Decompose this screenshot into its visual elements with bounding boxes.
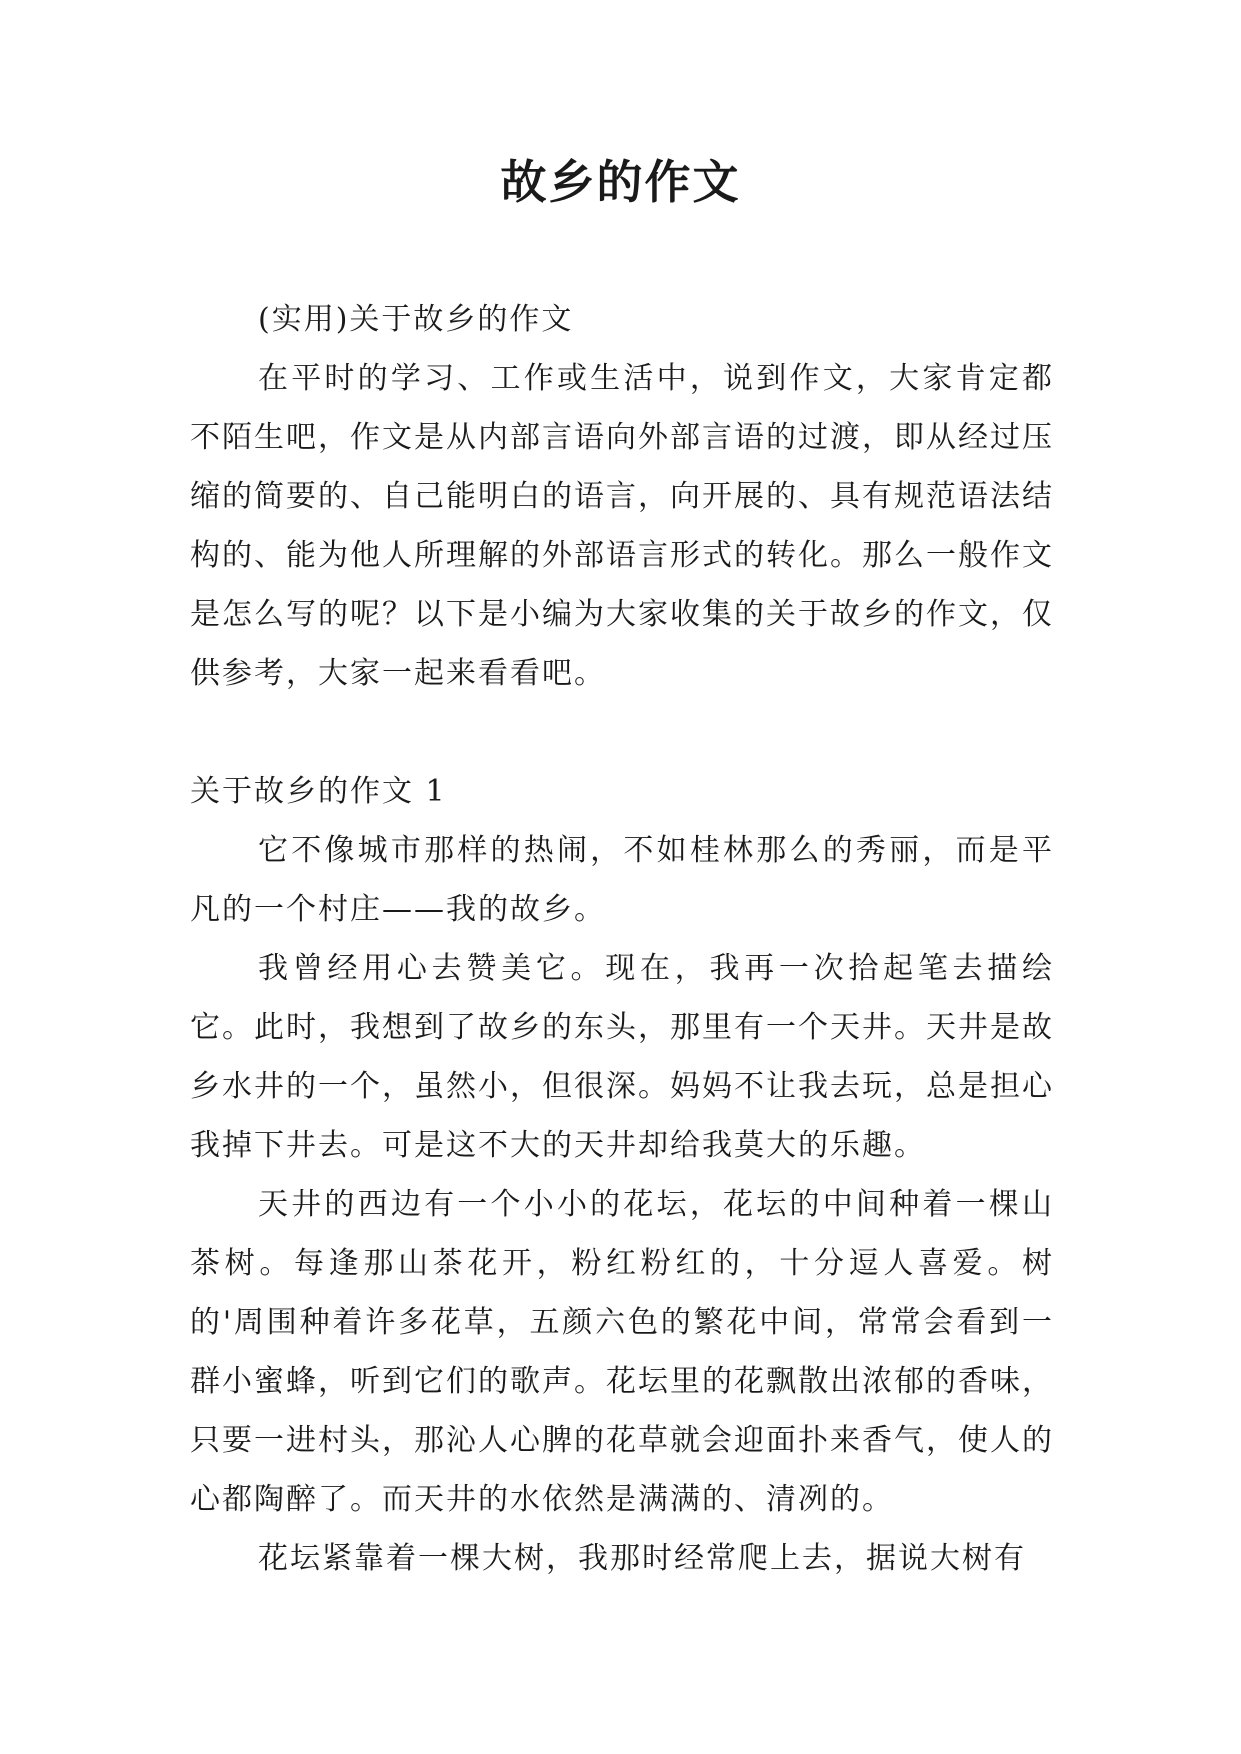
body-paragraph: 我曾经用心去赞美它。现在，我再一次拾起笔去描绘它。此时，我想到了故乡的东头，那里有一个天井。天井是故乡水井的一个，虽然小，但很深。妈妈不让我去玩，总是担心我掉下井去。可是这不大的天井却给我莫大的乐趣。 (190, 951, 1054, 1163)
document-title: 故乡的作文 (500, 155, 741, 209)
intro-paragraph: 在平时的学习、工作或生活中，说到作文，大家肯定都不陌生吧，作文是从内部言语向外部言语的过渡，即从经过压缩的简要的、自己能明白的语言，向开展的、具有规范语法结构的、能为他人所理解的外部语言形式的转化。那么一般作文是怎么写的呢？以下是小编为大家收集的关于故乡的作文，仅供参考，大家一起来看看吧。 (190, 361, 1054, 691)
body-paragraph: 天井的西边有一个小小的花坛，花坛的中间种着一棵山茶树。每逢那山茶花开，粉红粉红的，十分逗人喜爱。树的'周围种着许多花草，五颜六色的繁花中间，常常会看到一群小蜜蜂，听到它们的歌声。花坛里的花飘散出浓郁的香味，只要一进村头，那沁人心脾的花草就会迎面扑来香气，使人的心都陶醉了。而天井的水依然是满满的、清冽的。 (190, 1187, 1054, 1517)
body-paragraph: 它不像城市那样的热闹，不如桂林那么的秀丽，而是平凡的一个村庄——我的故乡。 (190, 833, 1054, 927)
document-body (190, 290, 1054, 1588)
body-paragraph: 花坛紧靠着一棵大树，我那时经常爬上去，据说大树有 (258, 1541, 1026, 1576)
section-heading: 关于故乡的作文 1 (190, 774, 447, 809)
subtitle-paragraph: (实用)关于故乡的作文 (258, 302, 574, 337)
